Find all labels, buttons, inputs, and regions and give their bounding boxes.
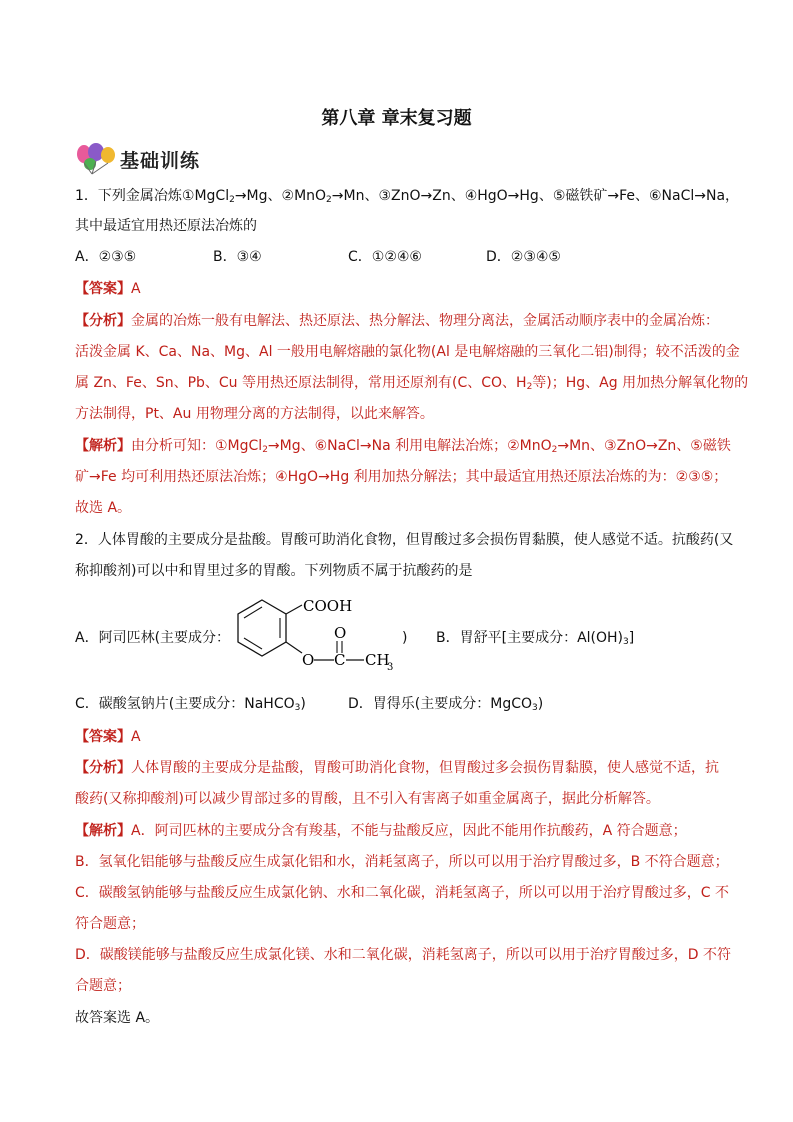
q2-solution-line5: D．碳酸镁能够与盐酸反应生成氯化镁、水和二氧化碳，消耗氢离子，所以可以用于治疗胃酸过多，D 不符 [75,947,732,963]
q1-answer: 【答案】A [75,281,141,297]
q2-answer: 【答案】A [75,729,141,745]
q2-option-a-label: A．阿司匹林(主要成分： [75,630,231,646]
q1-option-d: D．②③④⑤ [486,249,561,265]
section-badge [74,142,234,176]
svg-text:O: O [334,624,347,642]
q2-solution-line7: 故答案选 A。 [75,1010,160,1026]
q2-option-c: C．碳酸氢钠片(主要成分：NaHCO$_3$) [75,696,306,713]
q1-option-b: B．③④ [213,249,262,265]
svg-text:C: C [334,651,346,669]
q1-analysis-line2: 活泼金属 K、Ca、Na、Mg、Al 一般用电解熔融的氯化物(Al 是电解熔融的三氧化二铝)制得；较不活泼的金 [75,344,740,360]
page-title: 第八章 章末复习题 [321,108,472,129]
q1-analysis: 【分析】金属的冶炼一般有电解法、热还原法、热分解法、物理分离法，金属活动顺序表中的金属冶炼： [75,313,719,329]
q1-option-c: C．①②④⑥ [348,249,422,265]
q2-analysis-line2: 酸药(又称抑酸剂)可以减少胃部过多的胃酸，且不引入有害离子如重金属离子，据此分析解答。 [75,791,660,807]
q2-option-b: B．胃舒平[主要成分：$Al(OH)_3$] [436,630,635,647]
q1-option-a: A．②③⑤ [75,249,137,265]
q1-solution-line3: 故选 A。 [75,500,132,516]
svg-text:O: O [302,651,315,669]
q2-option-d: D．胃得乐(主要成分：MgCO$_3$) [348,696,544,713]
svg-text:CH: CH [365,651,390,669]
q2-option-a-close: ) [402,630,408,646]
q1-solution-line2: 矿→Fe 均可利用热还原法冶炼；④HgO→Hg 利用加热分解法；其中最适宜用热还原法冶炼的为：②③⑤； [75,469,728,485]
q1-analysis-line4: 方法制得，Pt、Au 用物理分离的方法制得，以此来解答。 [75,406,434,422]
q2-solution-line6: 合题意； [75,978,131,994]
q1-analysis-line3: 属 Zn、Fe、Sn、Pb、Cu 等用热还原法制得，常用还原剂有(C、CO、$H_2$等)；Hg、Ag 用加热分解氧化物的 [75,375,749,392]
q2-analysis: 【分析】人体胃酸的主要成分是盐酸，胃酸可助消化食物，但胃酸过多会损伤胃黏膜，使人感觉不适，抗 [75,760,719,776]
q2-solution-line2: B．氢氧化铝能够与盐酸反应生成氯化铝和水，消耗氢离子，所以可以用于治疗胃酸过多，B 不符合题意； [75,854,729,870]
svg-text:COOH: COOH [303,597,353,615]
q1-solution: 【解析】由分析可知：①MgCl$_2$→Mg、⑥NaCl→Na 利用电解法冶炼；②MnO$_2$→Mn、③ZnO→Zn、⑤磁铁 [75,438,731,455]
q2-solution-line3: C．碳酸氢钠能够与盐酸反应生成氯化钠、水和二氧化碳，消耗氢离子，所以可以用于治疗胃酸过多，C 不 [75,885,729,901]
q1-stem-line2: 其中最适宜用热还原法冶炼的 [75,218,257,234]
q2-stem-line2: 称抑酸剂)可以中和胃里过多的胃酸。下列物质不属于抗酸药的是 [75,563,473,579]
q2-solution: 【解析】A．阿司匹林的主要成分含有羧基，不能与盐酸反应，因此不能用作抗酸药，A 符合题意； [75,823,687,839]
q2-solution-line4: 符合题意； [75,916,145,932]
section-label: 基础训练 [120,150,201,172]
q1-stem: 1．下列金属冶炼①MgCl$_2$→Mg、②MnO$_2$→Mn、③ZnO→Zn、④HgO→Hg、⑤磁铁矿→Fe、⑥NaCl→Na， [75,188,740,205]
q2-stem: 2．人体胃酸的主要成分是盐酸。胃酸可助消化食物，但胃酸过多会损伤胃黏膜，使人感觉不适。抗酸药(又 [75,532,734,548]
balloons-icon [74,142,120,176]
svg-text:3: 3 [387,662,394,673]
aspirin-structure [230,590,410,682]
